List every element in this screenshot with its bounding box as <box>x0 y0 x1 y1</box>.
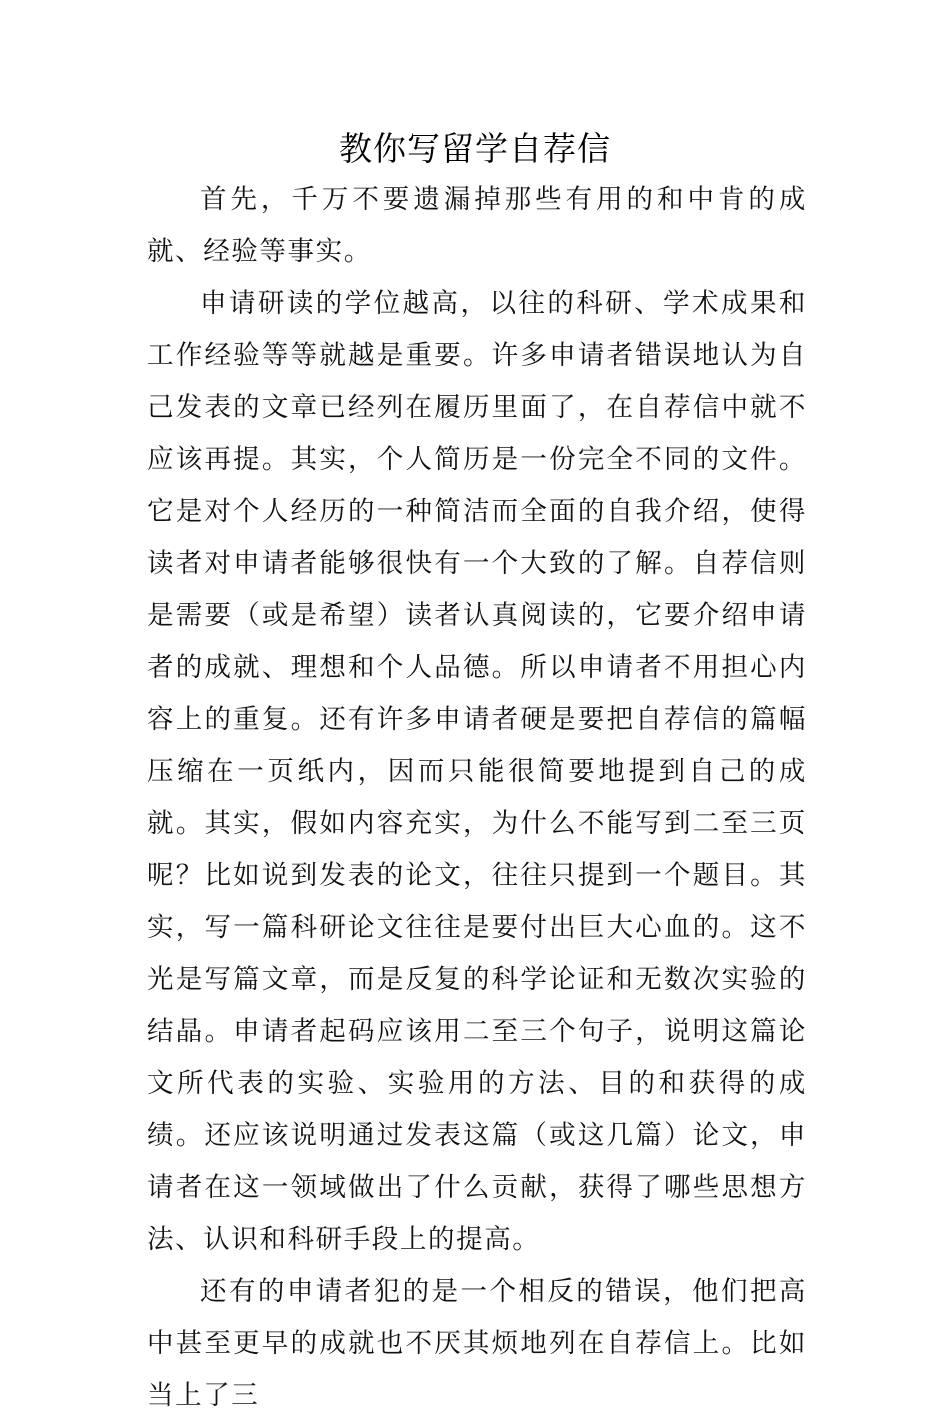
document-title: 教你写留学自荐信 <box>339 129 611 168</box>
paragraph: 还有的申请者犯的是一个相反的错误，他们把高中甚至更早的成就也不厌其烦地列在自荐信上。比如当上了三 <box>147 1276 807 1411</box>
paragraph: 首先，千万不要遗漏掉那些有用的和中肯的成就、经验等事实。 <box>147 184 807 267</box>
paragraph: 申请研读的学位越高，以往的科研、学术成果和工作经验等等就越是重要。许多申请者错误地认为自己发表的文章已经列在履历里面了，在自荐信中就不应该再提。其实，个人简历是一份完全不同的文件。它是对个人经历的一种简洁而全面的自我介绍，使得读者对申请者能够很快有一个大致的了解。自荐信则是需要（或是希望）读者认真阅读的，它要介绍申请者的成就、理想和个人品德。所以申请者不用担心内容上的重复。还有许多申请者硬是要把自荐信的篇幅压缩在一页纸内，因而只能很简要地提到自己的成就。其实，假如内容充实，为什么不能写到二至三页呢？比如说到发表的论文，往往只提到一个题目。其实，写一篇科研论文往往是要付出巨大心血的。这不光是写篇文章，而是反复的科学论证和无数次实验的结晶。申请者起码应该用二至三个句子，说明这篇论文所代表的实验、实验用的方法、目的和获得的成绩。还应该说明通过发表这篇（或这几篇）论文，申请者在这一领域做出了什么贡献，获得了哪些思想方法、认识和科研手段上的提高。 <box>147 288 807 1255</box>
document-body <box>147 174 807 1422</box>
